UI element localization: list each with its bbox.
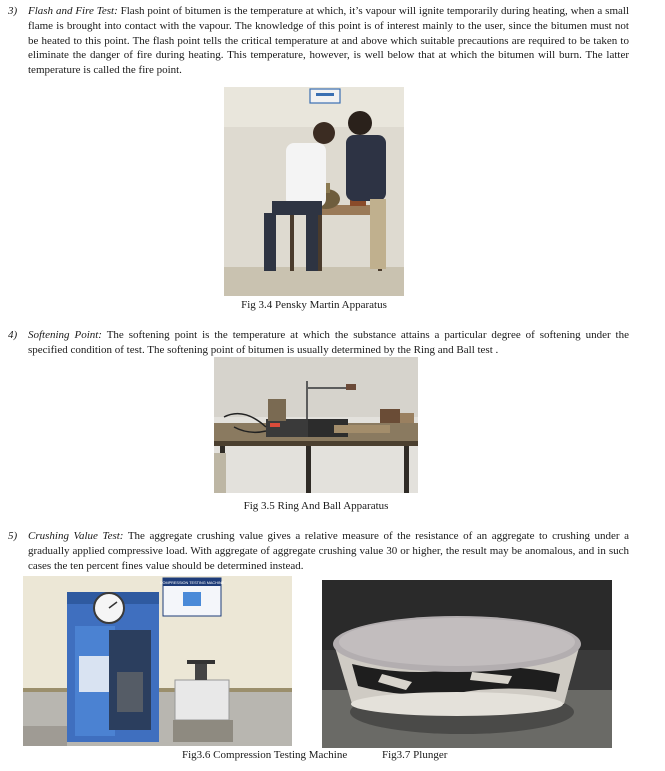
- term-crushing-value: Crushing Value Test:: [28, 530, 124, 542]
- paragraph-text: Flash point of bitumen is the temperature at which, it’s vapour will ignite temporarily during heating, when a small flame is brought into contact with the vapour. The knowledge of this point is of interest mainly to the user, since the bitumen must not be heated to this point. The flash point tells the critical temperature at and above which suitable precautions are required to be taken to eliminate the danger of fire during heating. This temperature, however, is well below that at which the bitumen will burn. The latter temperature is called the fire point.: [28, 5, 629, 77]
- paragraph-flash-fire-test: [8, 4, 629, 78]
- paragraph-text: The aggregate crushing value gives a relative measure of the resistance of an aggregate to crushing under a gradually applied compressive load. With aggregate of aggregate crushing value 30 or higher, the result may be anomalous, and in such cases the ten percent fines value should be determined instead.: [28, 530, 629, 572]
- paragraph-body: [28, 4, 629, 78]
- fig-3-6-photo: [23, 576, 292, 746]
- fig-3-7-caption: Fig3.7 Plunger: [382, 749, 448, 761]
- machine-label: COMPRESSION TESTING MACHINE: [159, 581, 225, 585]
- paragraph-text: The softening point is the temperature at which the substance attains a particular degree of softening under the specified condition of test. The softening point of bitumen is usually determined by the Ring and Ball test .: [28, 329, 629, 356]
- term-softening-point: Softening Point:: [28, 329, 102, 341]
- paragraph-body: [28, 529, 629, 573]
- fig-3-6-caption: Fig3.6 Compression Testing Machine: [182, 749, 348, 761]
- paragraph-crushing-value-test: [8, 529, 629, 573]
- fig-3-7-photo: [322, 580, 612, 748]
- fig-3-5-photo: [214, 357, 418, 493]
- fig-3-4-caption: Fig 3.4 Pensky Martin Apparatus: [241, 299, 387, 311]
- item-number: 3): [8, 5, 18, 17]
- term-flash-fire: Flash and Fire Test:: [28, 5, 118, 17]
- paragraph-body: [28, 328, 629, 358]
- fig-3-4-photo: [224, 87, 404, 296]
- paragraph-softening-point: [8, 328, 629, 358]
- item-number: 4): [8, 329, 18, 341]
- fig-3-5-caption: Fig 3.5 Ring And Ball Apparatus: [243, 500, 389, 512]
- item-number: 5): [8, 530, 18, 542]
